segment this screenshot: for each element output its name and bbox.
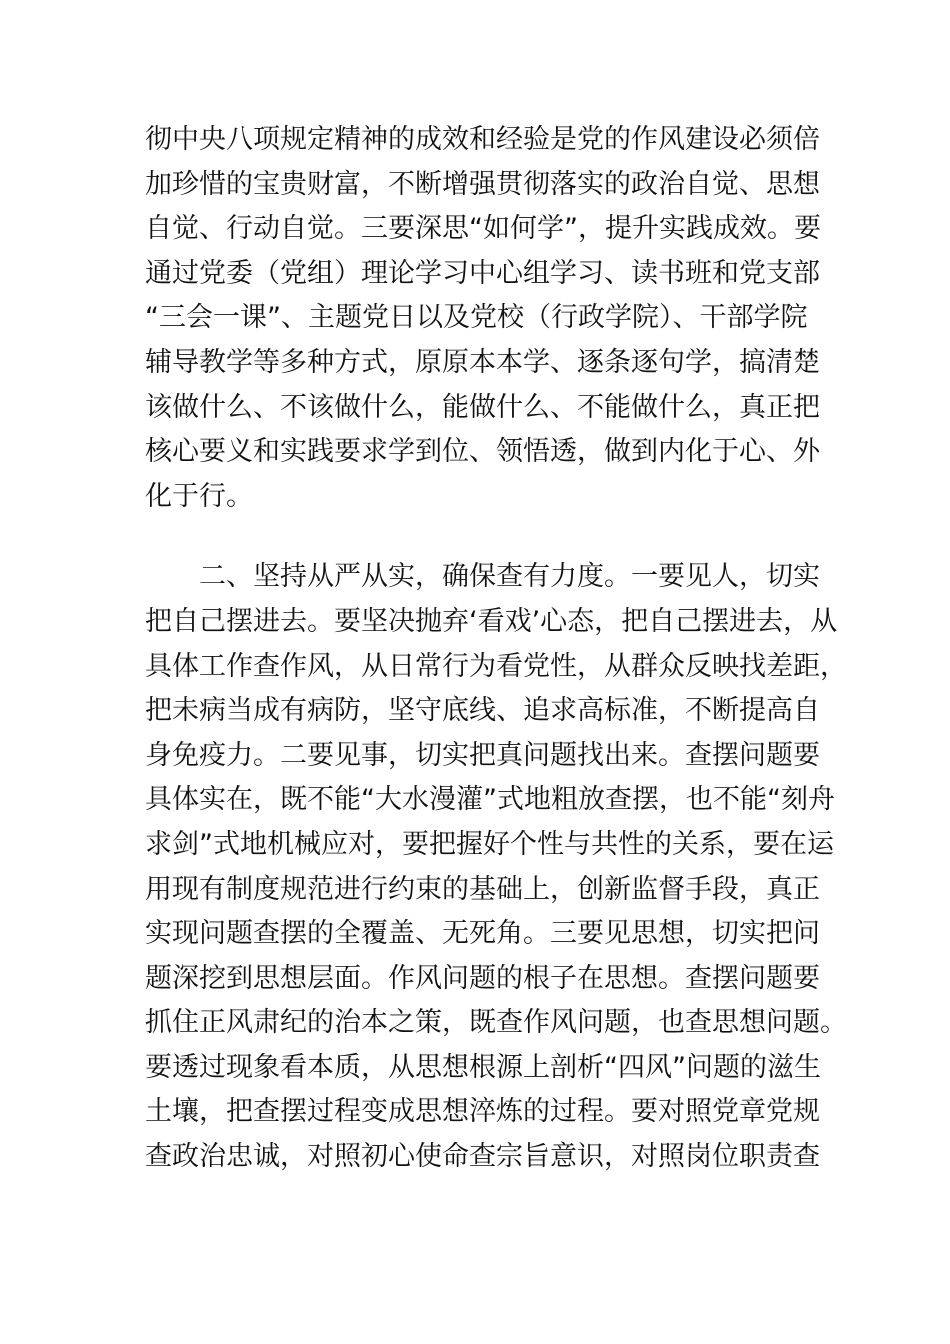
- text-line: 彻中央八项规定精神的成效和经验是党的作风建设必须倍: [145, 124, 820, 155]
- text-line: 身免疫力。二要见事，切实把真问题找出来。查摆问题要: [145, 739, 820, 771]
- text-line: 二、坚持从严从实，确保查有力度。一要见人，切实: [145, 561, 820, 593]
- text-line: 自觉、行动自觉。三要深思“如何学”，提升实践成效。要: [145, 213, 821, 245]
- text-line: 化于行。: [145, 480, 253, 512]
- text-line: “三会一课”、主题党日以及党校（行政学院）、干部学院: [145, 302, 808, 334]
- paragraph: [145, 118, 825, 519]
- text-line: 土壤，把查摆过程变成思想淬炼的过程。要对照党章党规: [145, 1096, 820, 1128]
- text-line: 求剑”式地机械应对，要把握好个性与共性的关系，要在运: [145, 828, 834, 860]
- text-line: 核心要义和实践要求学到位、领悟透，做到内化于心、外: [145, 436, 820, 468]
- text-line: 查政治忠诚，对照初心使命查宗旨意识，对照岗位职责查: [145, 1141, 820, 1173]
- paragraph: [145, 555, 847, 1179]
- text-line: 把自己摆进去。要坚决抛弃‘看戏’心态，把自己摆进去，从: [145, 605, 838, 637]
- text-line: 用现有制度规范进行约束的基础上，创新监督手段，真正: [145, 873, 820, 905]
- text-line: 题深挖到思想层面。作风问题的根子在思想。查摆问题要: [145, 962, 820, 994]
- text-line: 具体实在，既不能“大水漫灌”式地粗放查摆，也不能“刻舟: [145, 784, 835, 816]
- text-line: 该做什么、不该做什么，能做什么、不能做什么，真正把: [145, 391, 820, 423]
- text-line: 要透过现象看本质，从思想根源上剖析“四风”问题的滋生: [145, 1051, 821, 1083]
- text-line: 具体工作查作风，从日常行为看党性，从群众反映找差距，: [145, 650, 847, 682]
- text-line: 加珍惜的宝贵财富，不断增强贯彻落实的政治自觉、思想: [145, 168, 820, 200]
- text-line: 通过党委（党组）理论学习中心组学习、读书班和党支部: [145, 257, 820, 289]
- text-line: 辅导教学等多种方式，原原本本学、逐条逐句学，搞清楚: [145, 346, 820, 378]
- text-line: 实现问题查摆的全覆盖、无死角。三要见思想，切实把问: [145, 918, 820, 950]
- document-page: [145, 118, 847, 1180]
- text-line: 把未病当成有病防，坚守底线、追求高标准，不断提高自: [145, 695, 820, 727]
- text-line: 抓住正风肃纪的治本之策，既查作风问题，也查思想问题。: [145, 1007, 847, 1039]
